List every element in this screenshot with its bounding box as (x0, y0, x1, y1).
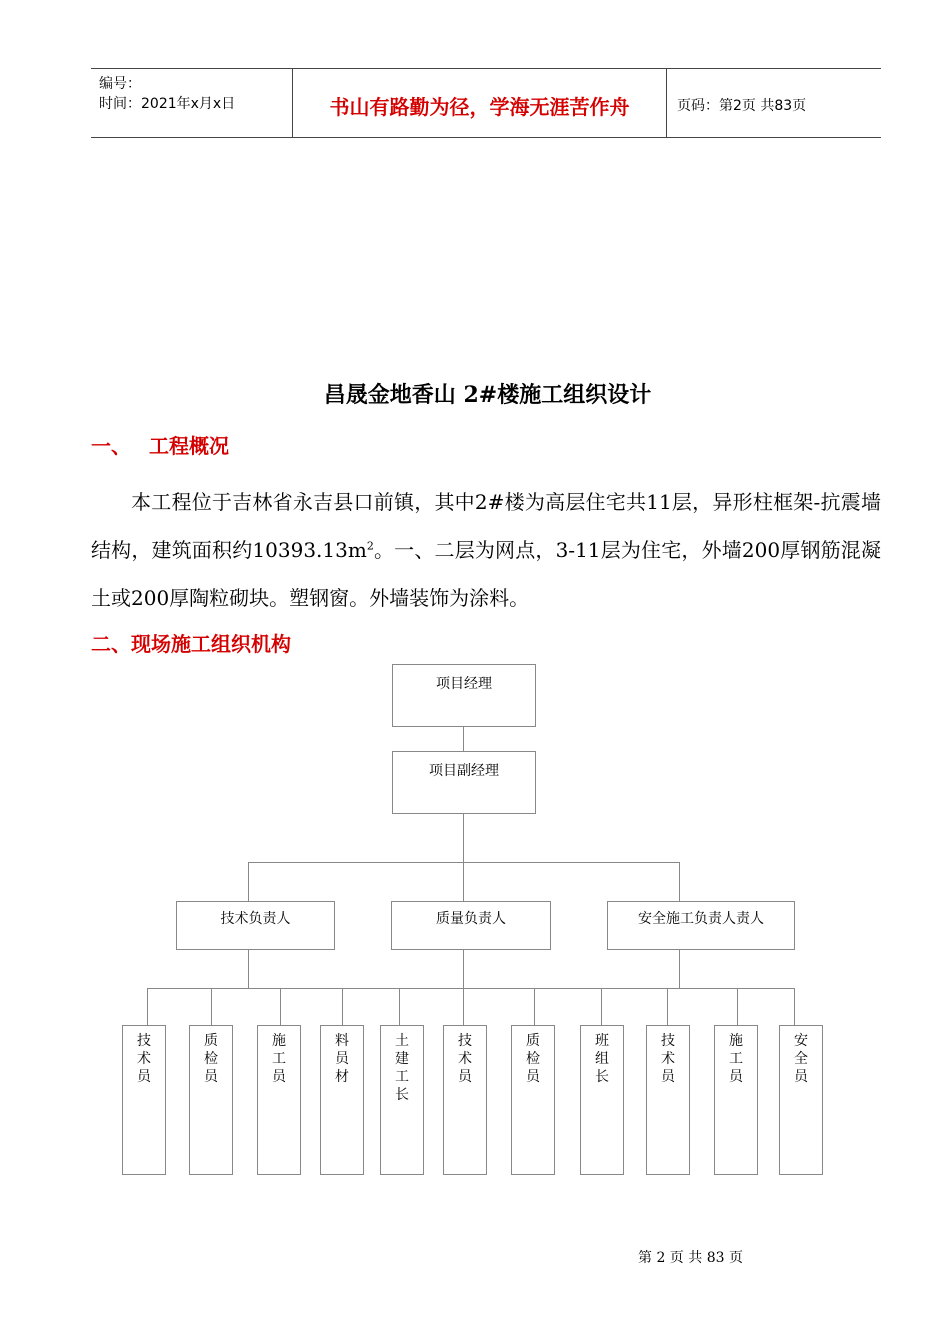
document-time: 时间：2021年x月x日 (99, 96, 236, 112)
org-char: 技 (661, 1033, 675, 1049)
org-char: 土 (395, 1033, 409, 1049)
org-char: 工 (729, 1051, 743, 1067)
org-node-staff (580, 1025, 624, 1175)
superscript-2: 2 (366, 539, 374, 553)
org-node-quality-lead: 质量负责人 (391, 901, 551, 950)
org-char: 员 (272, 1069, 286, 1085)
paragraph-text-2: 。一、二层为网点，3-11层为住宅，外墙200厚钢筋混凝土或200厚陶粒砌块。塑钢窗。外墙装饰为涂料。 (91, 538, 881, 610)
org-connector (211, 988, 212, 1025)
org-connector (737, 988, 738, 1025)
org-char: 工 (272, 1051, 286, 1067)
org-char: 检 (526, 1051, 540, 1067)
org-char: 术 (661, 1051, 675, 1067)
org-char: 员 (729, 1069, 743, 1085)
org-connector (463, 814, 464, 862)
org-connector (463, 988, 464, 1025)
org-char: 长 (395, 1087, 409, 1103)
org-char: 班 (595, 1033, 609, 1049)
org-char: 安 (794, 1033, 808, 1049)
org-char: 员 (526, 1069, 540, 1085)
org-node-staff (189, 1025, 233, 1175)
page-footer: 第 2 页 共 83 页 (638, 1250, 743, 1266)
org-connector (463, 950, 464, 988)
org-node-staff (511, 1025, 555, 1175)
org-char: 料 (335, 1033, 349, 1049)
page-header (91, 68, 881, 138)
org-connector (248, 950, 249, 988)
org-node-staff (779, 1025, 823, 1175)
header-right-cell (667, 69, 881, 137)
org-char: 员 (335, 1051, 349, 1067)
org-connector (342, 988, 343, 1025)
org-node-staff (714, 1025, 758, 1175)
header-motto: 书山有路勤为径，学海无涯苦作舟 (329, 95, 630, 119)
org-node-project-manager: 项目经理 (392, 664, 536, 727)
org-connector (463, 862, 464, 901)
section-1-paragraph (91, 478, 881, 622)
org-node-staff (257, 1025, 301, 1175)
org-connector (248, 862, 249, 901)
org-char: 施 (272, 1033, 286, 1049)
org-char: 检 (204, 1051, 218, 1067)
section-1-heading (91, 430, 229, 459)
document-title: 昌晟金地香山 2#楼施工组织设计 (323, 382, 652, 408)
org-char: 术 (137, 1051, 151, 1067)
org-connector (463, 727, 464, 751)
org-char: 技 (137, 1033, 151, 1049)
org-char: 长 (595, 1069, 609, 1085)
org-char: 员 (137, 1069, 151, 1085)
org-connector (248, 862, 680, 863)
org-char: 工 (395, 1069, 409, 1085)
org-char: 员 (204, 1069, 218, 1085)
org-char: 质 (204, 1033, 218, 1049)
header-center-cell (292, 69, 667, 137)
org-char: 建 (395, 1051, 409, 1067)
org-connector (601, 988, 602, 1025)
org-node-staff (380, 1025, 424, 1175)
org-char: 员 (794, 1069, 808, 1085)
org-char: 技 (458, 1033, 472, 1049)
header-left-cell (91, 69, 292, 137)
paragraph-text-1: 本工程位于吉林省永吉县口前镇，其中2#楼为高层住宅共11层，异形柱框架-抗震墙结构，建筑面积约10393.13m (91, 490, 881, 562)
org-char: 员 (458, 1069, 472, 1085)
org-node-tech-lead: 技术负责人 (176, 901, 335, 950)
org-connector (667, 988, 668, 1025)
org-connector (679, 950, 680, 988)
org-node-deputy-manager: 项目副经理 (392, 751, 536, 814)
section-2-heading: 二、现场施工组织机构 (91, 632, 291, 656)
org-char: 全 (794, 1051, 808, 1067)
document-number: 编号： (99, 76, 141, 92)
org-node-staff (646, 1025, 690, 1175)
section-1-title: 工程概况 (149, 434, 229, 458)
org-char: 质 (526, 1033, 540, 1049)
org-char: 材 (335, 1069, 349, 1085)
org-node-staff (443, 1025, 487, 1175)
org-char: 术 (458, 1051, 472, 1067)
org-connector (679, 862, 680, 901)
org-connector (399, 988, 400, 1025)
org-char: 员 (661, 1069, 675, 1085)
org-node-staff (320, 1025, 364, 1175)
org-connector (534, 988, 535, 1025)
org-connector (280, 988, 281, 1025)
org-node-staff (122, 1025, 166, 1175)
header-page-info: 页码：第2页 共83页 (677, 98, 807, 114)
org-char: 组 (595, 1051, 609, 1067)
section-1-number: 一、 (91, 434, 131, 458)
org-connector (794, 988, 795, 1025)
org-char: 施 (729, 1033, 743, 1049)
org-connector (147, 988, 795, 989)
org-node-safety-lead: 安全施工负责人责人 (607, 901, 795, 950)
org-connector (147, 988, 148, 1025)
